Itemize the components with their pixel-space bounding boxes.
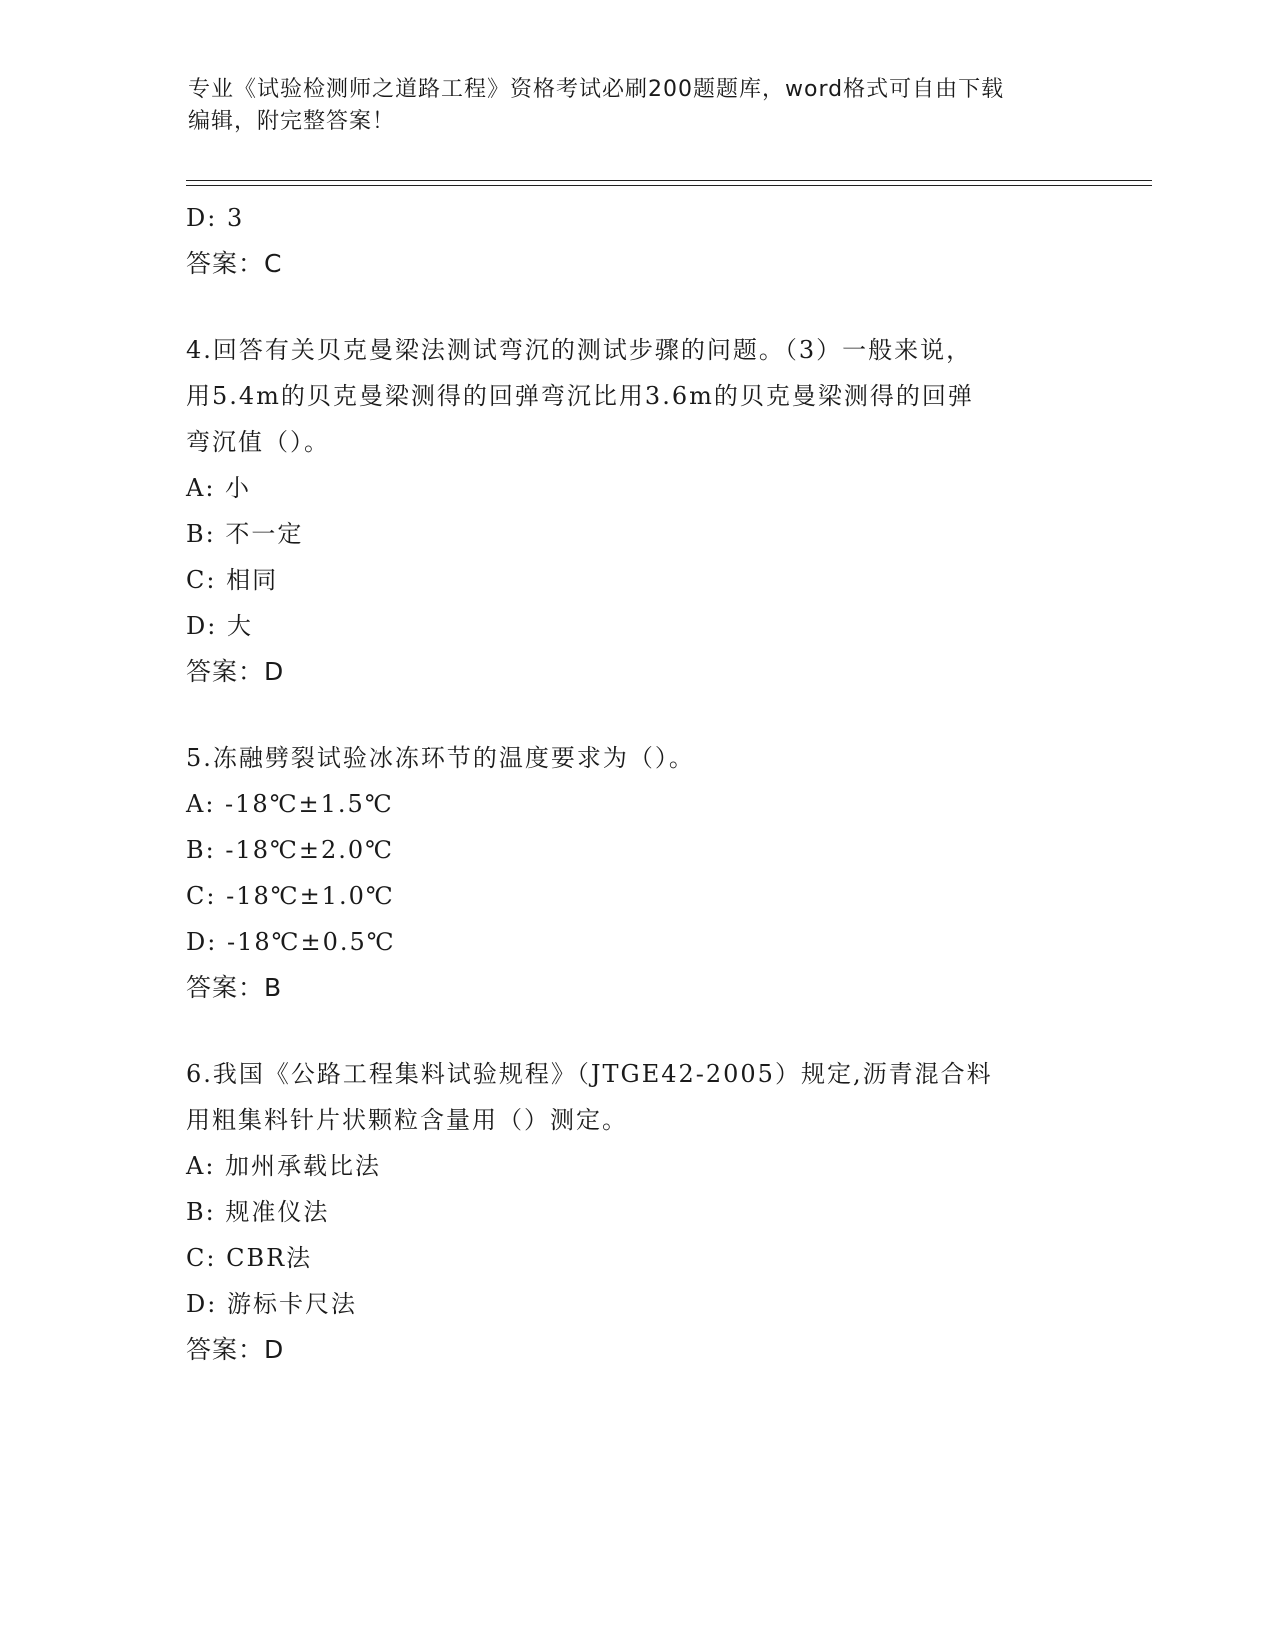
question-stem-line: 5.冻融劈裂试验冰冻环节的温度要求为（）。	[186, 744, 695, 772]
question-stem-line: 6.我国《公路工程集料试验规程》（JTGE42-2005）规定,沥青混合料	[186, 1060, 993, 1088]
option-b: B: -18℃±2.0℃	[186, 836, 394, 864]
question-stem-line: 4.回答有关贝克曼梁法测试弯沉的测试步骤的问题。（3）一般来说，	[186, 336, 973, 364]
question-5	[186, 735, 1086, 1011]
question-list	[186, 195, 1086, 1373]
option-a: A: 加州承载比法	[186, 1152, 382, 1180]
header-title-line-1: 专业《试验检测师之道路工程》资格考试必刷200题题库，word格式可自由下载	[188, 77, 1005, 102]
question-4	[186, 327, 1086, 695]
option-a: A: -18℃±1.5℃	[186, 790, 394, 818]
document-header	[188, 74, 1088, 138]
option-b: B: 不一定	[186, 520, 304, 548]
option-d: D: -18℃±0.5℃	[186, 928, 396, 956]
answer: 答案：D	[186, 657, 285, 686]
question-stem-line: 用5.4m的贝克曼梁测得的回弹弯沉比用3.6m的贝克曼梁测得的回弹	[186, 382, 974, 410]
prev-option-d: D: 3	[186, 204, 245, 232]
question-6	[186, 1051, 1086, 1373]
option-c: C: CBR法	[186, 1244, 313, 1272]
question-stem-line: 用粗集料针片状颗粒含量用（）测定。	[186, 1106, 628, 1134]
option-a: A: 小	[186, 474, 252, 502]
option-d: D: 大	[186, 612, 253, 640]
option-d: D: 游标卡尺法	[186, 1290, 357, 1318]
option-c: C: 相同	[186, 566, 279, 594]
option-c: C: -18℃±1.0℃	[186, 882, 395, 910]
prev-answer: 答案：C	[186, 249, 283, 278]
header-divider-bottom	[186, 185, 1152, 186]
answer: 答案：D	[186, 1335, 285, 1364]
question-stem-line: 弯沉值（）。	[186, 428, 330, 456]
header-divider-top	[186, 180, 1152, 181]
option-b: B: 规准仪法	[186, 1198, 330, 1226]
header-title-line-2: 编辑，附完整答案！	[188, 109, 396, 134]
answer: 答案：B	[186, 973, 283, 1002]
